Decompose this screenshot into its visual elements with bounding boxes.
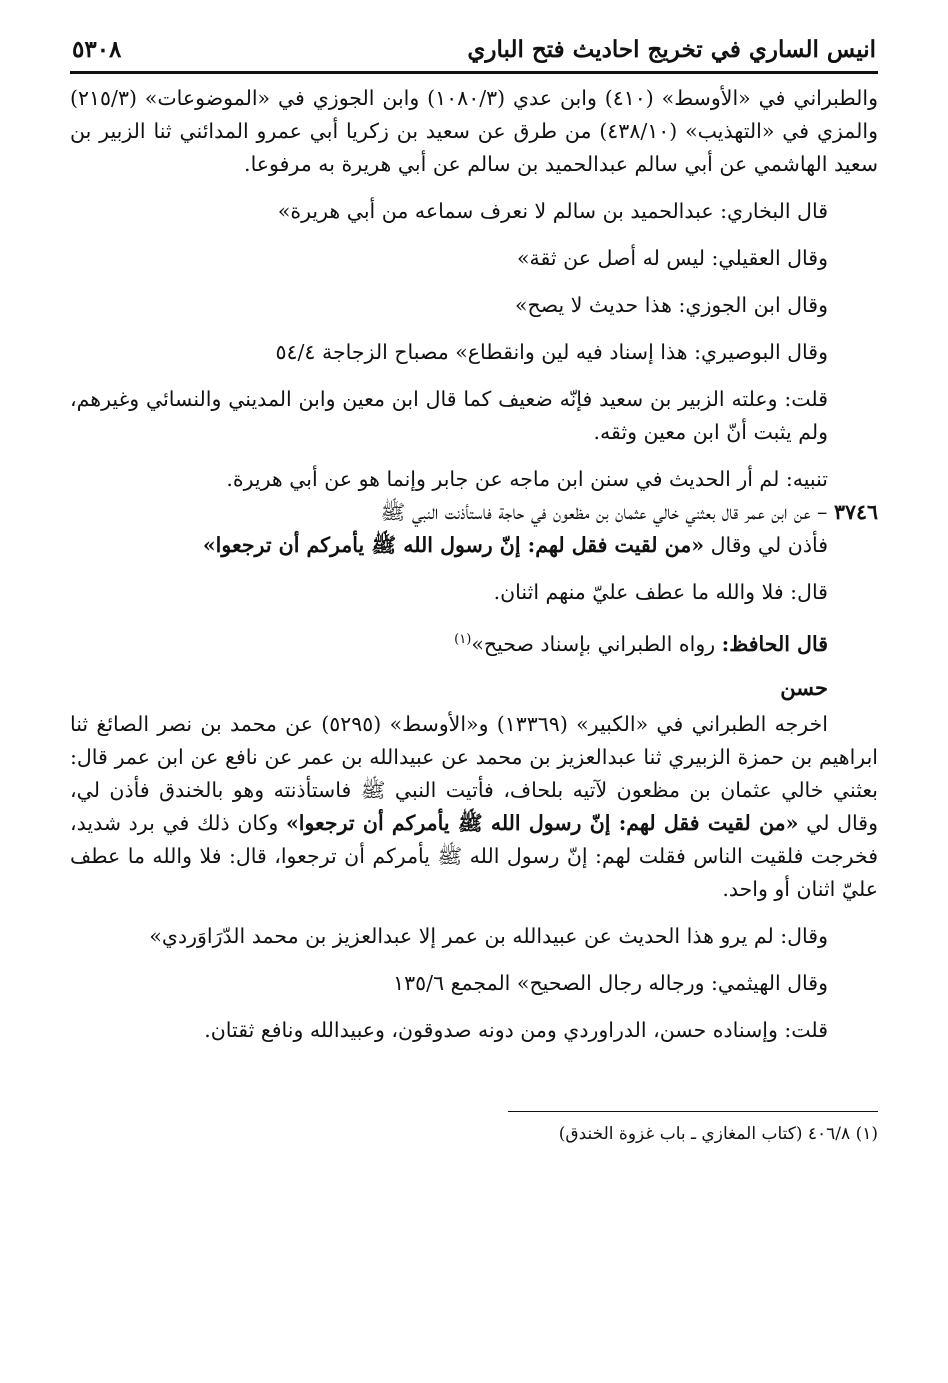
hadith-number: ٣٧٤٦: [833, 500, 878, 524]
hafiz-statement: [70, 623, 878, 661]
hadith-text-line2-plain: فأذن لي وقال: [710, 533, 828, 557]
hadith-grade: حسن: [780, 674, 828, 700]
takhrij-text-a: اخرجه الطبراني في «الكبير» (١٣٣٦٩) و«الأوسط» (٥٢٩٥) عن محمد بن نصر الصائغ ثنا ابراهيم بن حمزة الزبيري ثنا عبدالعزيز بن محمد عن عبيدالله بن عمر عن نافع عن ابن عمر قال: بعثني خالي عثمان بن مظعون لآتيه بلحاف، فأتيت النبي ﷺ فاستأذنته وهو بالخندق فأذن لي، وقال لي: [70, 711, 878, 835]
page-number: ٥٣٠٨: [72, 36, 122, 63]
tanbih-note: تنبيه: لم أر الحديث في سنن ابن ماجه عن جابر وإنما هو عن أبي هريرة.: [226, 467, 828, 491]
quote-bukhari: قال البخاري: عبدالحميد بن سالم لا نعرف سماعه من أبي هريرة»: [277, 199, 828, 223]
quote-uqayli: وقال العقيلي: ليس له أصل عن ثقة»: [517, 246, 828, 270]
quote-ibn-jawzi: وقال ابن الجوزي: هذا حديث لا يصح»: [514, 293, 828, 317]
quote-tabarani: وقال: لم يرو هذا الحديث عن عبيدالله بن عمر إلا عبدالعزيز بن محمد الدّرَاوَردي»: [149, 923, 828, 948]
quote-haythami: وقال الهيثمي: ورجاله رجال الصحيح» المجمع ١٣٥/٦: [393, 970, 828, 995]
book-title: انيس الساري في تخريج احاديث فتح الباري: [467, 36, 876, 63]
footnote-reference: (١): [454, 632, 472, 647]
hadith-continuation: قال: فلا والله ما عطف عليّ منهم اثنان.: [493, 580, 828, 604]
intro-paragraph: والطبراني في «الأوسط» (٤١٠) وابن عدي (١٠٨٠/٣) وابن الجوزي في «الموضوعات» (٢١٥/٣) والمزي في «التهذيب» (٤٣٨/١٠) من طرق عن سعيد بن زكريا أبي عمرو المدائني ثنا الزبير بن سعيد الهاشمي عن أبي سالم عبدالحميد بن سالم عن أبي هريرة به مرفوعا.: [70, 86, 879, 176]
running-header: [70, 30, 878, 71]
quote-busiri: وقال البوصيري: هذا إسناد فيه لين وانقطاع» مصباح الزجاجة ٥٤/٤: [275, 340, 828, 364]
author-conclusion: قلت: وإسناده حسن، الدراوردي ومن دونه صدوقون، وعبيدالله ونافع ثقتان.: [204, 1017, 828, 1042]
author-note: قلت: وعلته الزبير بن سعيد فإنّه ضعيف كما قال ابن معين وابن المديني والنسائي وغيرهم، ولم يثبت أنّ ابن معين وثقه.: [70, 387, 828, 444]
hadith-line2: [70, 529, 878, 562]
takhrij-paragraph: [70, 708, 878, 906]
takhrij-matn-bold: «من لقيت فقل لهم: إنّ رسول الله ﷺ يأمركم أن ترجعوا»: [285, 810, 799, 835]
hafiz-label: قال الحافظ:: [721, 631, 828, 656]
header-rule: [70, 71, 878, 74]
takhrij-text-b: وكان ذلك في برد شديد، فخرجت فلقيت الناس فقلت لهم: إنّ رسول الله ﷺ يأمركم أن ترجعوا، قال: فلا والله ما عطف عليّ اثنان أو واحد.: [70, 810, 878, 901]
footnote-rule: [508, 1111, 878, 1112]
footnote: (١) ٤٠٦/٨ (كتاب المغازي ـ باب غزوة الخندق): [558, 1123, 878, 1144]
hadith-text-line1: – عن ابن عمر قال بعثني خالي عثمان بن مظعون في حاجة فاستأذنت النبي ﷺ: [380, 500, 828, 524]
page: [70, 30, 878, 1148]
hafiz-text: رواه الطبراني بإسناد صحيح»: [471, 631, 716, 656]
hadith-entry: [70, 496, 878, 562]
hadith-matn-bold: «من لقيت فقل لهم: إنّ رسول الله ﷺ يأمركم أن ترجعوا»: [202, 533, 705, 557]
